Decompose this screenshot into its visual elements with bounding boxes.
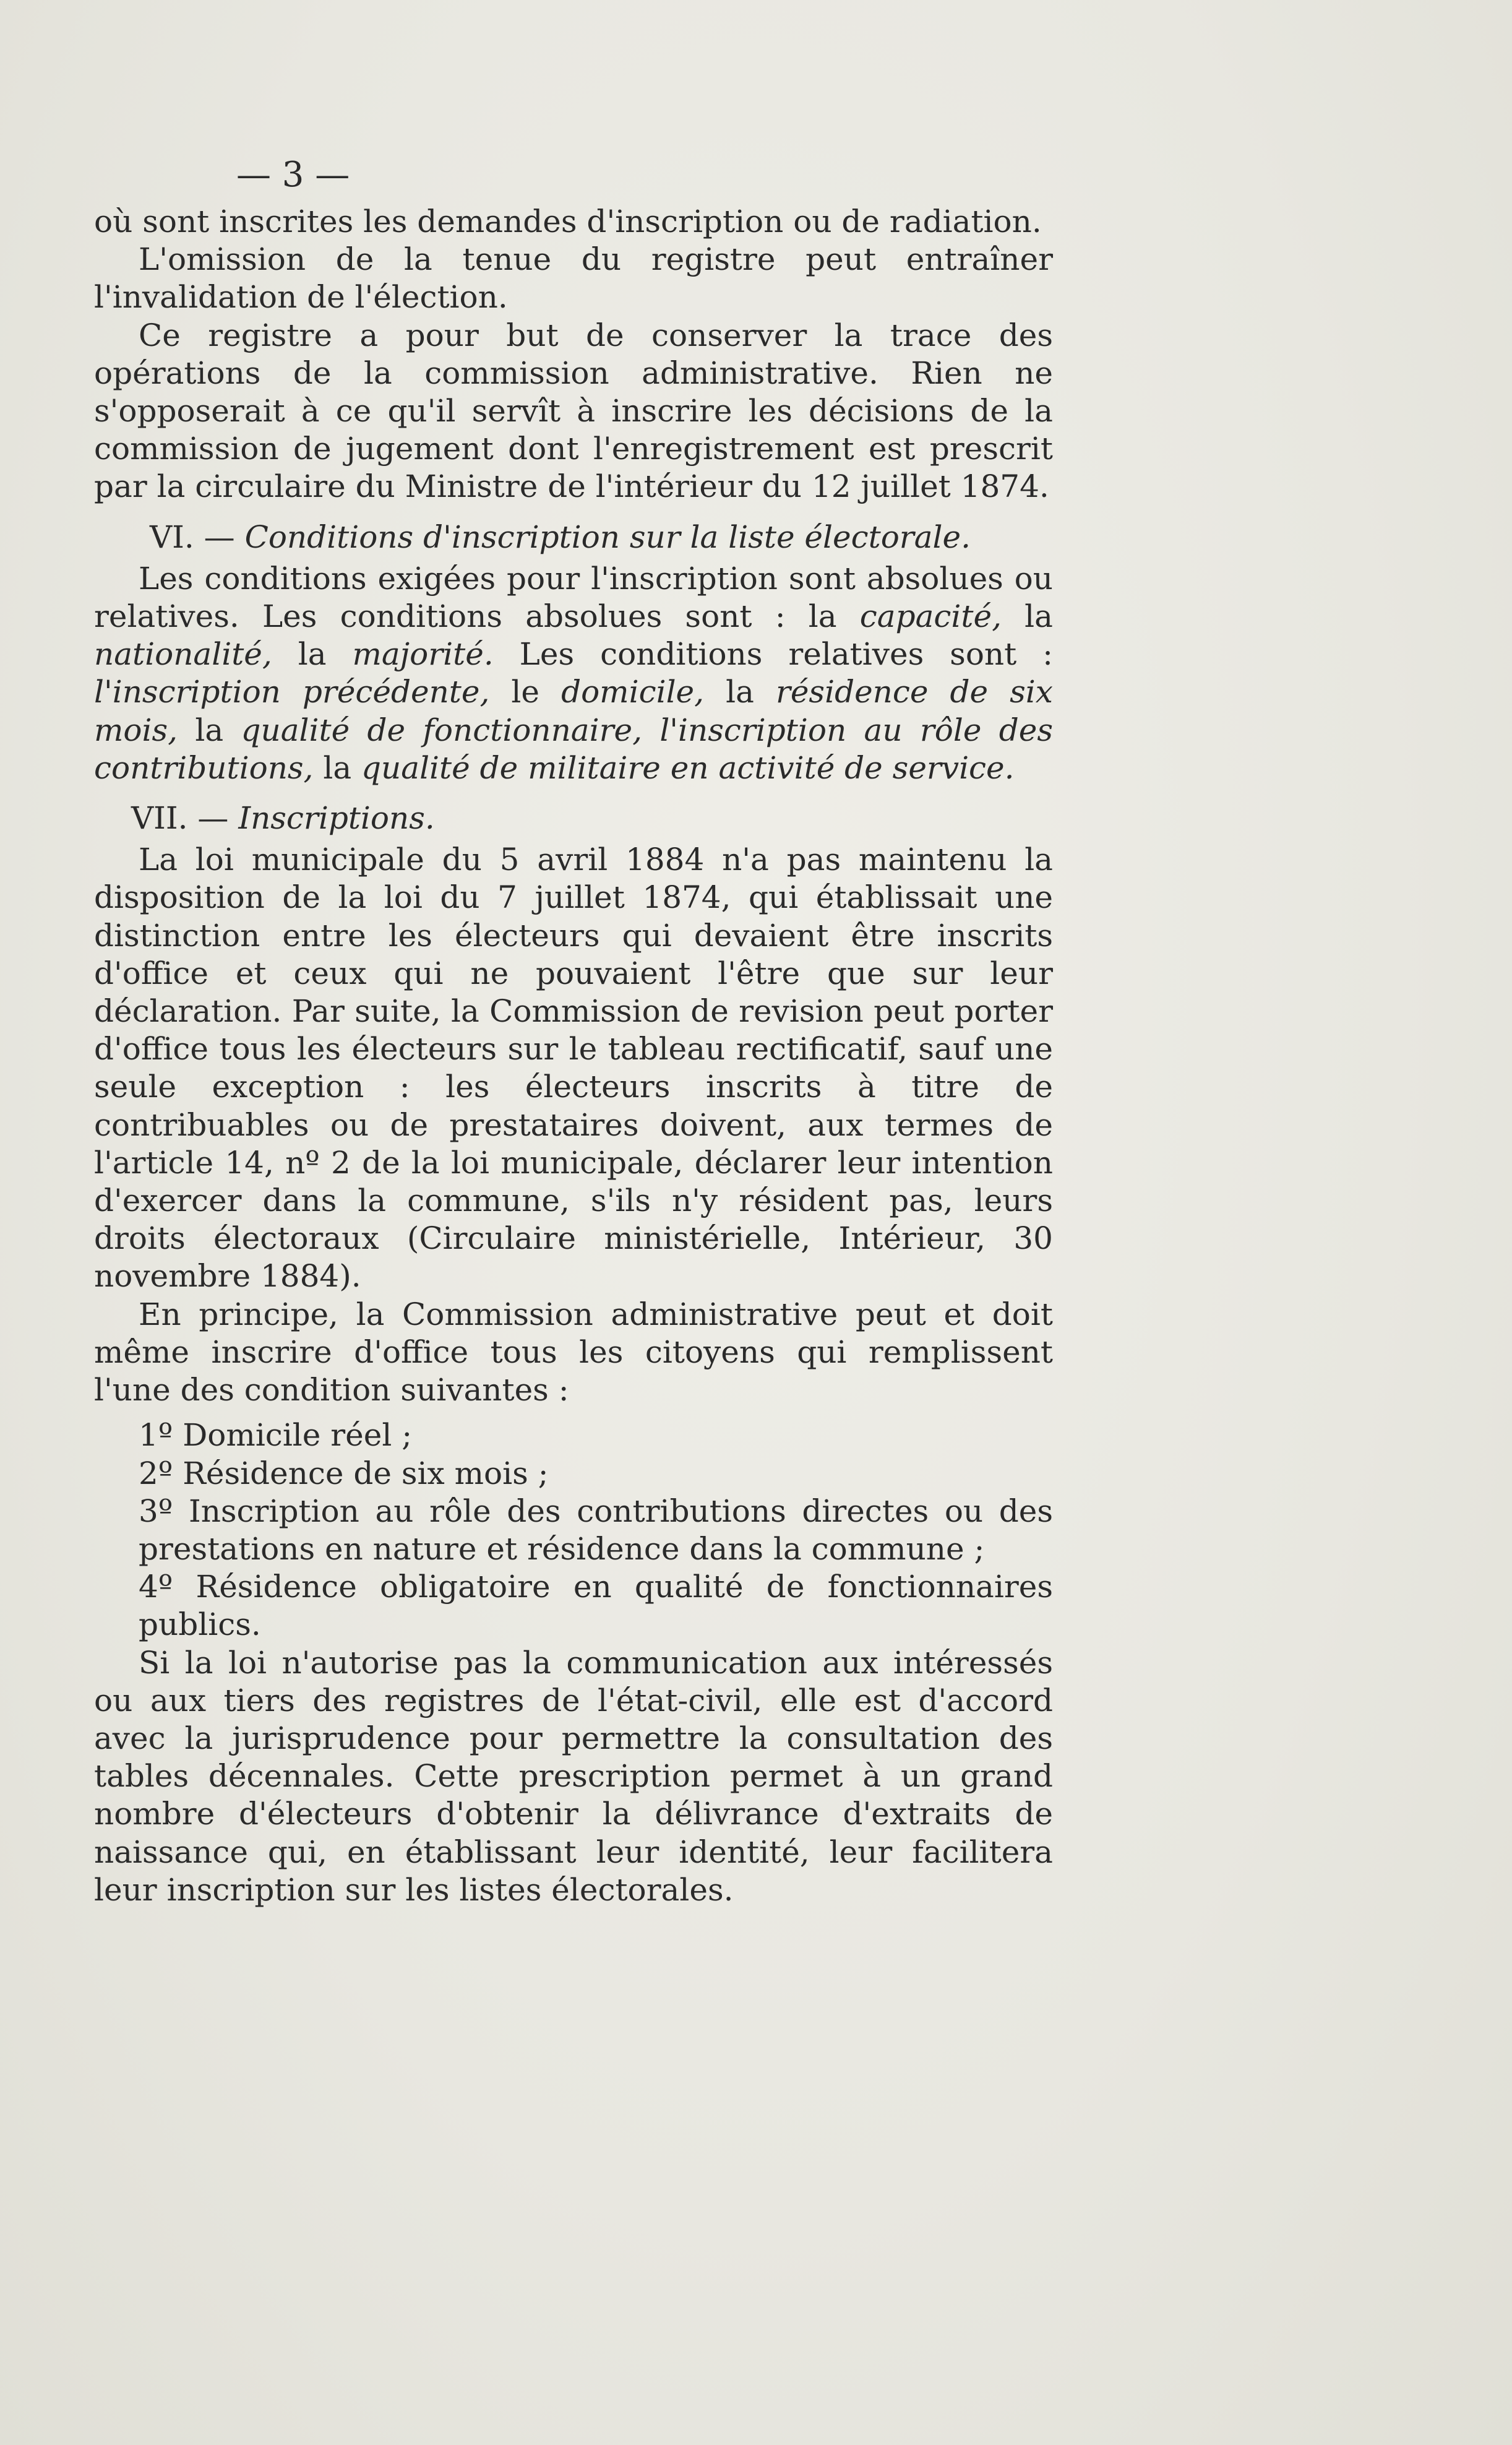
- section-6-heading: [94, 519, 1053, 556]
- section-7-heading: [131, 800, 1053, 837]
- section-7-number: VII. —: [131, 800, 229, 837]
- final-paragraph: Si la loi n'autorise pas la communication aux intéressés ou aux tiers des registres de l'état-civil, elle est d'accord avec la jurisprudence pour permettre la consultation des tables décennales. Cette prescription permet à un grand nombre d'électeurs d'obtenir la délivrance d'extraits de naissance qui, en établissant leur identité, leur facilitera leur inscription sur les listes électorales.: [94, 1644, 1053, 1908]
- conditions-list: [94, 1417, 1053, 1644]
- page-number: — 3 —: [236, 155, 350, 195]
- list-item: 1º Domicile réel ;: [139, 1417, 413, 1454]
- paragraph-1: où sont inscrites les demandes d'inscription ou de radiation.: [94, 204, 1042, 239]
- paragraph-3: Ce registre a pour but de conserver la trace des opérations de la commission administrative. Rien ne s'opposerait à ce qu'il servît à inscrire les décisions de la commission de jugement dont l'enregistrement est prescrit par la circulaire du Ministre de l'intérieur du 12 juillet 1874.: [94, 317, 1053, 505]
- list-item: 4º Résidence obligatoire en qualité de fonctionnaires publics.: [139, 1569, 1053, 1643]
- section-7-title: Inscriptions.: [238, 800, 435, 837]
- section-6-number: VI. —: [150, 519, 235, 555]
- list-item: 3º Inscription au rôle des contributions directes ou des prestations en nature et résidence dans la commune ;: [139, 1493, 1053, 1567]
- list-item: 2º Résidence de six mois ;: [139, 1455, 549, 1491]
- section-6-title: Conditions d'inscription sur la liste électorale.: [244, 519, 971, 555]
- page-text-block: [94, 149, 1053, 1909]
- paragraph-2: L'omission de la tenue du registre peut entraîner l'invalidation de l'élection.: [94, 241, 1053, 316]
- section-7-paragraph-1: La loi municipale du 5 avril 1884 n'a pas maintenu la disposition de la loi du 7 juillet 1874, qui établissait une distinction entre les électeurs qui devaient être inscrits d'office et ceux qui ne pouvaient l'être que sur leur déclaration. Par suite, la Commission de revision peut porter d'office tous les électeurs sur le tableau rectificatif, sauf une seule exception : les électeurs inscrits à titre de contribuables ou de prestataires doivent, aux termes de l'article 14, nº 2 de la loi municipale, déclarer leur intention d'exercer dans la commune, s'ils n'y résident pas, leurs droits électoraux (Circulaire ministérielle, Intérieur, 30 novembre 1884).: [94, 842, 1053, 1295]
- section-6-paragraph: Les conditions exigées pour l'inscription sont absolues ou relatives. Les conditions absolues sont : la capacité, la nationalité, la majorité. Les conditions relatives sont : l'inscription précédente, le domicile, la résidence de six mois, la qualité de fonctionnaire, l'inscription au rôle des contributions, la qualité de militaire en activité de service.: [94, 560, 1053, 786]
- section-7-paragraph-2: En principe, la Commission administrative peut et doit même inscrire d'office tous les citoyens qui remplissent l'une des condition suivantes :: [94, 1296, 1053, 1408]
